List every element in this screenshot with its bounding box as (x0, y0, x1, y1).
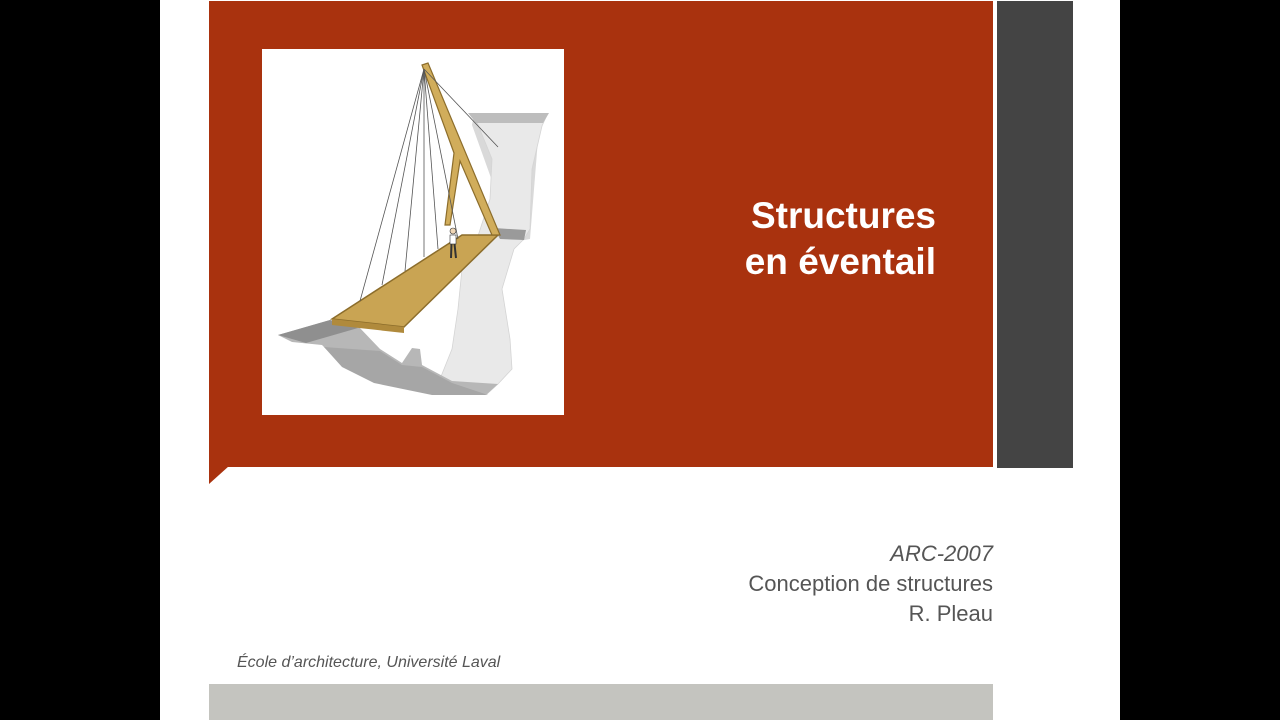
school-name: École d’architecture, Université Laval (237, 654, 501, 671)
slide-title (660, 193, 936, 285)
title-line-1: Structures (750, 195, 936, 236)
title-panel-tab (209, 466, 229, 484)
course-info (610, 539, 993, 629)
side-accent-bar (997, 1, 1073, 468)
cliff-top (468, 113, 549, 123)
bridge-illustration (262, 49, 564, 415)
title-line-2: en éventail (744, 241, 936, 282)
course-code: ARC-2007 (890, 541, 993, 566)
footer-bar (209, 684, 993, 720)
course-name: Conception de structures (748, 571, 993, 596)
author-name: R. Pleau (908, 601, 993, 626)
slide (160, 0, 1120, 720)
cable-stayed-bridge-illustration (262, 49, 564, 415)
